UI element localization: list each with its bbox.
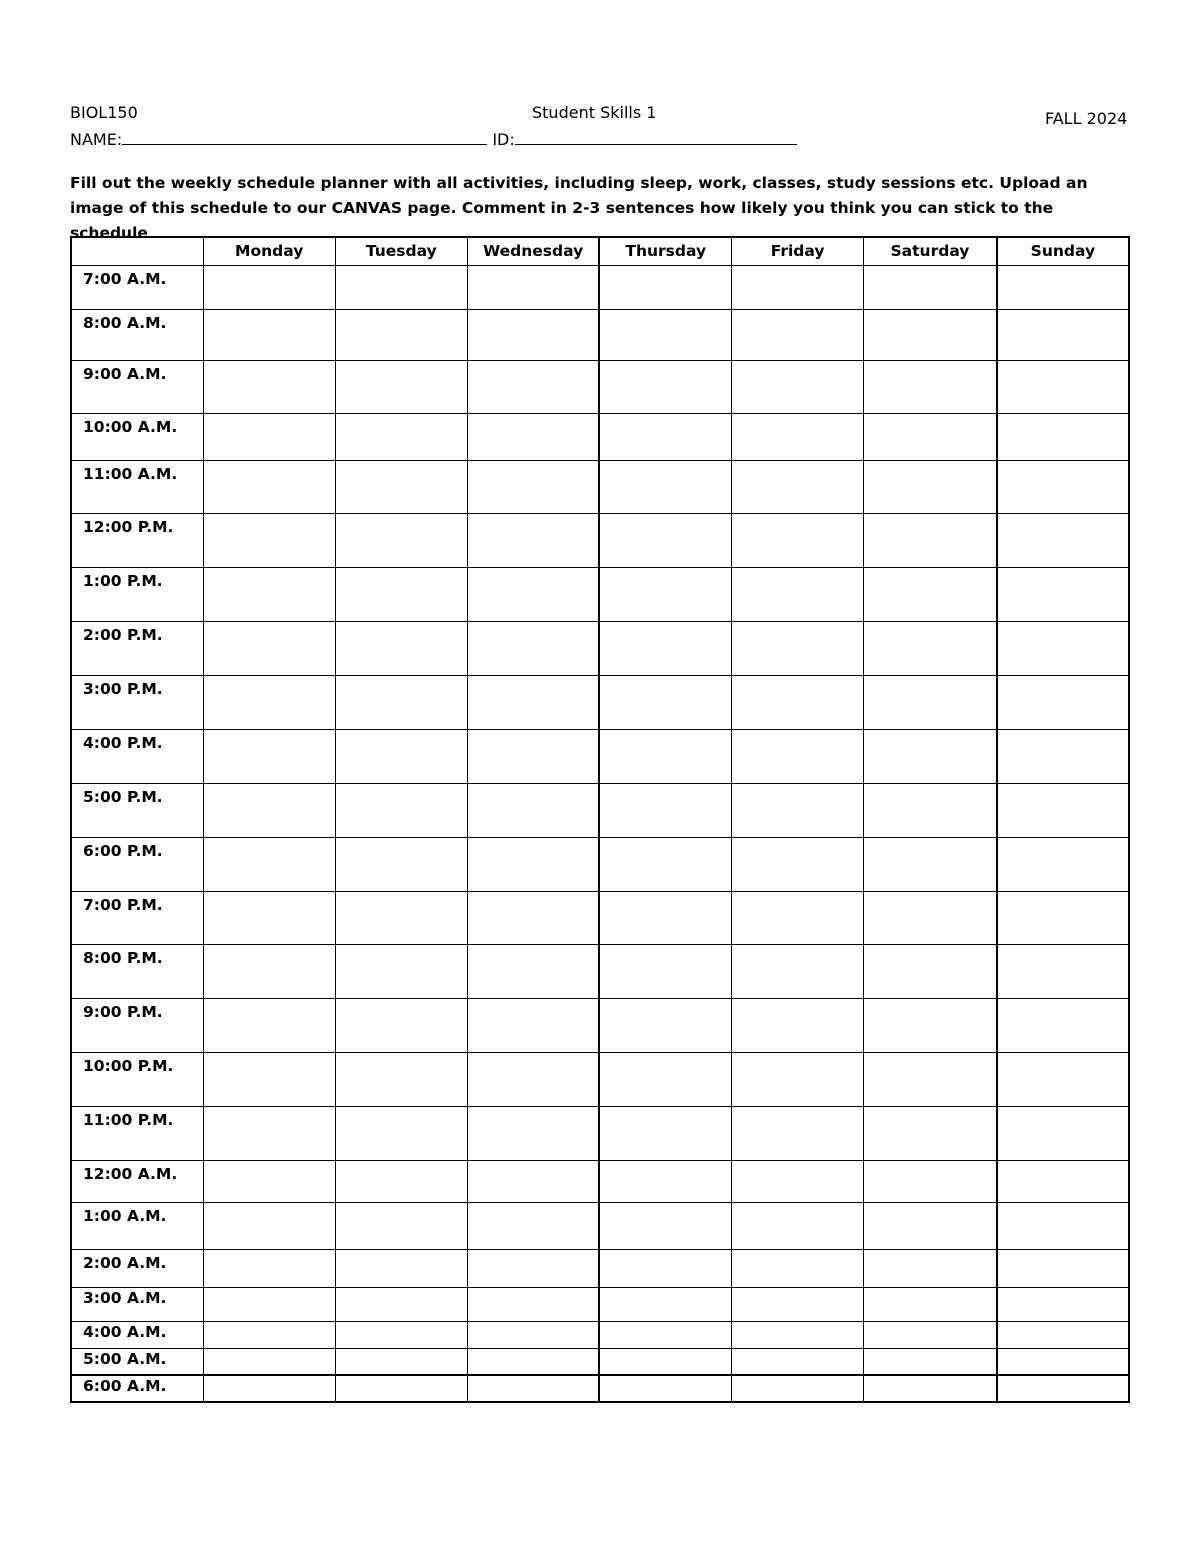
schedule-cell-monday[interactable] <box>203 1106 335 1160</box>
schedule-cell-tuesday[interactable] <box>335 837 467 891</box>
time-label: 9:00 P.M. <box>71 998 203 1052</box>
schedule-cell-wednesday[interactable] <box>467 729 599 783</box>
schedule-cell-thursday[interactable] <box>599 998 731 1052</box>
time-label: 11:00 A.M. <box>71 460 203 513</box>
day-header-sunday: Sunday <box>997 237 1129 265</box>
time-label: 4:00 A.M. <box>71 1321 203 1348</box>
schedule-cell-monday[interactable] <box>203 675 335 729</box>
schedule-cell-friday[interactable] <box>732 944 864 998</box>
time-label: 1:00 A.M. <box>71 1202 203 1249</box>
schedule-cell-sunday[interactable] <box>997 783 1129 837</box>
schedule-cell-monday[interactable] <box>203 360 335 413</box>
weekly-schedule-table <box>70 236 1130 1403</box>
schedule-cell-friday[interactable] <box>732 460 864 513</box>
schedule-cell-friday[interactable] <box>732 513 864 567</box>
schedule-cell-wednesday[interactable] <box>467 1202 599 1249</box>
instructions: Fill out the weekly schedule planner with all activities, including sleep, work, classes, study sessions etc. Upload an image of this schedule to our CANVAS page. Comment in 2-3 sentences how likely you think you can stick to the schedule <box>70 174 1088 242</box>
schedule-cell-wednesday[interactable] <box>467 360 599 413</box>
schedule-cell-sunday[interactable] <box>997 944 1129 998</box>
name-label: NAME: <box>70 130 123 149</box>
schedule-cell-thursday[interactable] <box>599 1202 731 1249</box>
time-row <box>71 513 1129 567</box>
schedule-cell-saturday[interactable] <box>864 360 997 413</box>
schedule-cell-sunday[interactable] <box>997 513 1129 567</box>
schedule-cell-thursday[interactable] <box>599 783 731 837</box>
schedule-cell-monday[interactable] <box>203 1052 335 1106</box>
time-label: 4:00 P.M. <box>71 729 203 783</box>
schedule-cell-friday[interactable] <box>732 837 864 891</box>
schedule-cell-saturday[interactable] <box>864 567 997 621</box>
schedule-cell-tuesday[interactable] <box>335 621 467 675</box>
schedule-cell-wednesday[interactable] <box>467 837 599 891</box>
time-row <box>71 1321 1129 1348</box>
schedule-cell-saturday[interactable] <box>864 413 997 460</box>
schedule-cell-thursday[interactable] <box>599 413 731 460</box>
schedule-cell-monday[interactable] <box>203 1348 335 1375</box>
schedule-cell-thursday[interactable] <box>599 567 731 621</box>
time-row <box>71 783 1129 837</box>
schedule-cell-wednesday[interactable] <box>467 1052 599 1106</box>
schedule-cell-thursday[interactable] <box>599 1052 731 1106</box>
time-row <box>71 265 1129 309</box>
schedule-cell-saturday[interactable] <box>864 309 997 360</box>
schedule-cell-saturday[interactable] <box>864 675 997 729</box>
schedule-cell-wednesday[interactable] <box>467 1348 599 1375</box>
schedule-cell-friday[interactable] <box>732 675 864 729</box>
schedule-cell-tuesday[interactable] <box>335 1160 467 1202</box>
schedule-cell-saturday[interactable] <box>864 1287 997 1321</box>
schedule-cell-thursday[interactable] <box>599 837 731 891</box>
schedule-cell-tuesday[interactable] <box>335 360 467 413</box>
schedule-cell-saturday[interactable] <box>864 783 997 837</box>
schedule-cell-friday[interactable] <box>732 729 864 783</box>
schedule-cell-wednesday[interactable] <box>467 1375 599 1402</box>
schedule-cell-sunday[interactable] <box>997 1106 1129 1160</box>
time-label: 10:00 P.M. <box>71 1052 203 1106</box>
schedule-cell-tuesday[interactable] <box>335 1202 467 1249</box>
time-label: 2:00 P.M. <box>71 621 203 675</box>
schedule-cell-tuesday[interactable] <box>335 513 467 567</box>
schedule-cell-thursday[interactable] <box>599 513 731 567</box>
schedule-cell-thursday[interactable] <box>599 360 731 413</box>
day-header-row <box>71 237 1129 265</box>
schedule-cell-saturday[interactable] <box>864 1202 997 1249</box>
schedule-cell-monday[interactable] <box>203 1321 335 1348</box>
corner-cell <box>71 237 203 265</box>
schedule-cell-monday[interactable] <box>203 413 335 460</box>
schedule-cell-sunday[interactable] <box>997 837 1129 891</box>
schedule-cell-thursday[interactable] <box>599 1321 731 1348</box>
schedule-cell-thursday[interactable] <box>599 1249 731 1287</box>
schedule-cell-monday[interactable] <box>203 1202 335 1249</box>
schedule-cell-sunday[interactable] <box>997 265 1129 309</box>
time-label: 12:00 P.M. <box>71 513 203 567</box>
course-code: BIOL150 <box>70 103 138 122</box>
schedule-cell-saturday[interactable] <box>864 729 997 783</box>
schedule-cell-wednesday[interactable] <box>467 460 599 513</box>
schedule-cell-monday[interactable] <box>203 309 335 360</box>
schedule-cell-saturday[interactable] <box>864 1106 997 1160</box>
schedule-cell-thursday[interactable] <box>599 1348 731 1375</box>
schedule-cell-saturday[interactable] <box>864 1348 997 1375</box>
schedule-cell-wednesday[interactable] <box>467 783 599 837</box>
schedule-cell-monday[interactable] <box>203 1375 335 1402</box>
schedule-cell-thursday[interactable] <box>599 1160 731 1202</box>
schedule-cell-monday[interactable] <box>203 567 335 621</box>
time-row <box>71 1348 1129 1375</box>
schedule-cell-wednesday[interactable] <box>467 413 599 460</box>
schedule-cell-thursday[interactable] <box>599 891 731 944</box>
time-label: 5:00 P.M. <box>71 783 203 837</box>
schedule-cell-thursday[interactable] <box>599 1287 731 1321</box>
schedule-cell-tuesday[interactable] <box>335 944 467 998</box>
schedule-cell-tuesday[interactable] <box>335 1375 467 1402</box>
time-row <box>71 567 1129 621</box>
time-row <box>71 1160 1129 1202</box>
document-title: Student Skills 1 <box>532 103 657 122</box>
schedule-cell-monday[interactable] <box>203 265 335 309</box>
schedule-cell-sunday[interactable] <box>997 891 1129 944</box>
time-row <box>71 998 1129 1052</box>
schedule-cell-saturday[interactable] <box>864 1052 997 1106</box>
schedule-cell-saturday[interactable] <box>864 1375 997 1402</box>
schedule-cell-friday[interactable] <box>732 1321 864 1348</box>
schedule-cell-thursday[interactable] <box>599 621 731 675</box>
schedule-cell-saturday[interactable] <box>864 1160 997 1202</box>
schedule-cell-tuesday[interactable] <box>335 265 467 309</box>
schedule-cell-friday[interactable] <box>732 360 864 413</box>
schedule-cell-wednesday[interactable] <box>467 1249 599 1287</box>
time-row <box>71 837 1129 891</box>
time-label: 3:00 A.M. <box>71 1287 203 1321</box>
schedule-cell-friday[interactable] <box>732 1375 864 1402</box>
id-label: ID: <box>492 130 515 149</box>
schedule-cell-tuesday[interactable] <box>335 1052 467 1106</box>
time-row <box>71 1052 1129 1106</box>
day-header-tuesday: Tuesday <box>335 237 467 265</box>
schedule-cell-tuesday[interactable] <box>335 1287 467 1321</box>
schedule-cell-sunday[interactable] <box>997 621 1129 675</box>
schedule-cell-tuesday[interactable] <box>335 1348 467 1375</box>
schedule-cell-wednesday[interactable] <box>467 309 599 360</box>
schedule-cell-friday[interactable] <box>732 567 864 621</box>
schedule-cell-thursday[interactable] <box>599 309 731 360</box>
name-field[interactable] <box>122 130 487 145</box>
schedule-cell-friday[interactable] <box>732 413 864 460</box>
schedule-cell-saturday[interactable] <box>864 1249 997 1287</box>
schedule-cell-tuesday[interactable] <box>335 413 467 460</box>
schedule-cell-tuesday[interactable] <box>335 1321 467 1348</box>
schedule-cell-friday[interactable] <box>732 998 864 1052</box>
schedule-cell-sunday[interactable] <box>997 460 1129 513</box>
schedule-cell-monday[interactable] <box>203 1249 335 1287</box>
schedule-cell-tuesday[interactable] <box>335 1106 467 1160</box>
time-label: 8:00 A.M. <box>71 309 203 360</box>
schedule-cell-sunday[interactable] <box>997 309 1129 360</box>
schedule-cell-wednesday[interactable] <box>467 998 599 1052</box>
schedule-cell-monday[interactable] <box>203 783 335 837</box>
schedule-cell-sunday[interactable] <box>997 1287 1129 1321</box>
schedule-cell-friday[interactable] <box>732 1348 864 1375</box>
day-header-thursday: Thursday <box>599 237 731 265</box>
schedule-cell-thursday[interactable] <box>599 944 731 998</box>
schedule-cell-tuesday[interactable] <box>335 998 467 1052</box>
time-label: 10:00 A.M. <box>71 413 203 460</box>
schedule-cell-wednesday[interactable] <box>467 675 599 729</box>
time-row <box>71 729 1129 783</box>
schedule-cell-thursday[interactable] <box>599 675 731 729</box>
schedule-cell-sunday[interactable] <box>997 1321 1129 1348</box>
schedule-cell-saturday[interactable] <box>864 837 997 891</box>
schedule-cell-friday[interactable] <box>732 1249 864 1287</box>
schedule-cell-wednesday[interactable] <box>467 1160 599 1202</box>
schedule-cell-sunday[interactable] <box>997 675 1129 729</box>
schedule-cell-sunday[interactable] <box>997 729 1129 783</box>
schedule-cell-saturday[interactable] <box>864 621 997 675</box>
schedule-cell-sunday[interactable] <box>997 1202 1129 1249</box>
id-field[interactable] <box>515 130 797 145</box>
time-label: 11:00 P.M. <box>71 1106 203 1160</box>
time-row <box>71 1106 1129 1160</box>
time-row <box>71 891 1129 944</box>
schedule-cell-wednesday[interactable] <box>467 513 599 567</box>
time-label: 7:00 P.M. <box>71 891 203 944</box>
schedule-cell-sunday[interactable] <box>997 998 1129 1052</box>
time-label: 1:00 P.M. <box>71 567 203 621</box>
schedule-cell-friday[interactable] <box>732 1287 864 1321</box>
schedule-cell-friday[interactable] <box>732 309 864 360</box>
time-label: 12:00 A.M. <box>71 1160 203 1202</box>
schedule-cell-thursday[interactable] <box>599 729 731 783</box>
schedule-cell-tuesday[interactable] <box>335 460 467 513</box>
schedule-cell-thursday[interactable] <box>599 1375 731 1402</box>
schedule-cell-friday[interactable] <box>732 1052 864 1106</box>
time-label: 6:00 A.M. <box>71 1375 203 1402</box>
schedule-cell-thursday[interactable] <box>599 460 731 513</box>
schedule-cell-saturday[interactable] <box>864 1321 997 1348</box>
schedule-cell-monday[interactable] <box>203 837 335 891</box>
time-label: 7:00 A.M. <box>71 265 203 309</box>
name-id-row <box>70 130 797 149</box>
schedule-cell-friday[interactable] <box>732 891 864 944</box>
day-header-monday: Monday <box>203 237 335 265</box>
schedule-cell-wednesday[interactable] <box>467 1287 599 1321</box>
day-header-friday: Friday <box>732 237 864 265</box>
schedule-cell-wednesday[interactable] <box>467 265 599 309</box>
schedule-cell-sunday[interactable] <box>997 1348 1129 1375</box>
schedule-cell-sunday[interactable] <box>997 1375 1129 1402</box>
time-row <box>71 360 1129 413</box>
schedule-cell-monday[interactable] <box>203 998 335 1052</box>
schedule-cell-friday[interactable] <box>732 1202 864 1249</box>
schedule-cell-friday[interactable] <box>732 265 864 309</box>
schedule-cell-thursday[interactable] <box>599 1106 731 1160</box>
schedule-cell-sunday[interactable] <box>997 567 1129 621</box>
schedule-cell-tuesday[interactable] <box>335 891 467 944</box>
schedule-cell-monday[interactable] <box>203 1160 335 1202</box>
time-row <box>71 1202 1129 1249</box>
schedule-cell-tuesday[interactable] <box>335 1249 467 1287</box>
schedule-cell-monday[interactable] <box>203 621 335 675</box>
schedule-cell-sunday[interactable] <box>997 413 1129 460</box>
time-row <box>71 309 1129 360</box>
schedule-cell-sunday[interactable] <box>997 360 1129 413</box>
day-header-saturday: Saturday <box>864 237 997 265</box>
schedule-cell-thursday[interactable] <box>599 265 731 309</box>
time-row <box>71 675 1129 729</box>
schedule-cell-saturday[interactable] <box>864 265 997 309</box>
schedule-cell-sunday[interactable] <box>997 1160 1129 1202</box>
schedule-cell-tuesday[interactable] <box>335 675 467 729</box>
schedule-cell-wednesday[interactable] <box>467 567 599 621</box>
schedule-cell-saturday[interactable] <box>864 998 997 1052</box>
schedule-cell-friday[interactable] <box>732 1160 864 1202</box>
time-label: 9:00 A.M. <box>71 360 203 413</box>
time-row <box>71 1287 1129 1321</box>
schedule-cell-monday[interactable] <box>203 891 335 944</box>
schedule-cell-friday[interactable] <box>732 621 864 675</box>
schedule-cell-sunday[interactable] <box>997 1249 1129 1287</box>
schedule-cell-saturday[interactable] <box>864 513 997 567</box>
schedule-cell-tuesday[interactable] <box>335 309 467 360</box>
schedule-cell-sunday[interactable] <box>997 1052 1129 1106</box>
schedule-cell-wednesday[interactable] <box>467 621 599 675</box>
time-row <box>71 621 1129 675</box>
schedule-cell-monday[interactable] <box>203 729 335 783</box>
day-header-wednesday: Wednesday <box>467 237 599 265</box>
schedule-cell-saturday[interactable] <box>864 944 997 998</box>
schedule-cell-wednesday[interactable] <box>467 1106 599 1160</box>
time-row <box>71 1249 1129 1287</box>
schedule-cell-wednesday[interactable] <box>467 1321 599 1348</box>
time-row <box>71 1375 1129 1402</box>
time-row <box>71 413 1129 460</box>
schedule-cell-friday[interactable] <box>732 1106 864 1160</box>
schedule-cell-monday[interactable] <box>203 944 335 998</box>
schedule-cell-tuesday[interactable] <box>335 783 467 837</box>
time-label: 2:00 A.M. <box>71 1249 203 1287</box>
schedule-cell-monday[interactable] <box>203 460 335 513</box>
schedule-cell-monday[interactable] <box>203 1287 335 1321</box>
schedule-cell-saturday[interactable] <box>864 460 997 513</box>
term-label: FALL 2024 <box>1045 109 1128 128</box>
schedule-cell-wednesday[interactable] <box>467 944 599 998</box>
schedule-cell-tuesday[interactable] <box>335 567 467 621</box>
schedule-cell-monday[interactable] <box>203 513 335 567</box>
time-row <box>71 460 1129 513</box>
schedule-cell-saturday[interactable] <box>864 891 997 944</box>
time-label: 3:00 P.M. <box>71 675 203 729</box>
time-label: 6:00 P.M. <box>71 837 203 891</box>
schedule-cell-wednesday[interactable] <box>467 891 599 944</box>
time-label: 8:00 P.M. <box>71 944 203 998</box>
schedule-cell-friday[interactable] <box>732 783 864 837</box>
schedule-cell-tuesday[interactable] <box>335 729 467 783</box>
time-row <box>71 944 1129 998</box>
time-label: 5:00 A.M. <box>71 1348 203 1375</box>
